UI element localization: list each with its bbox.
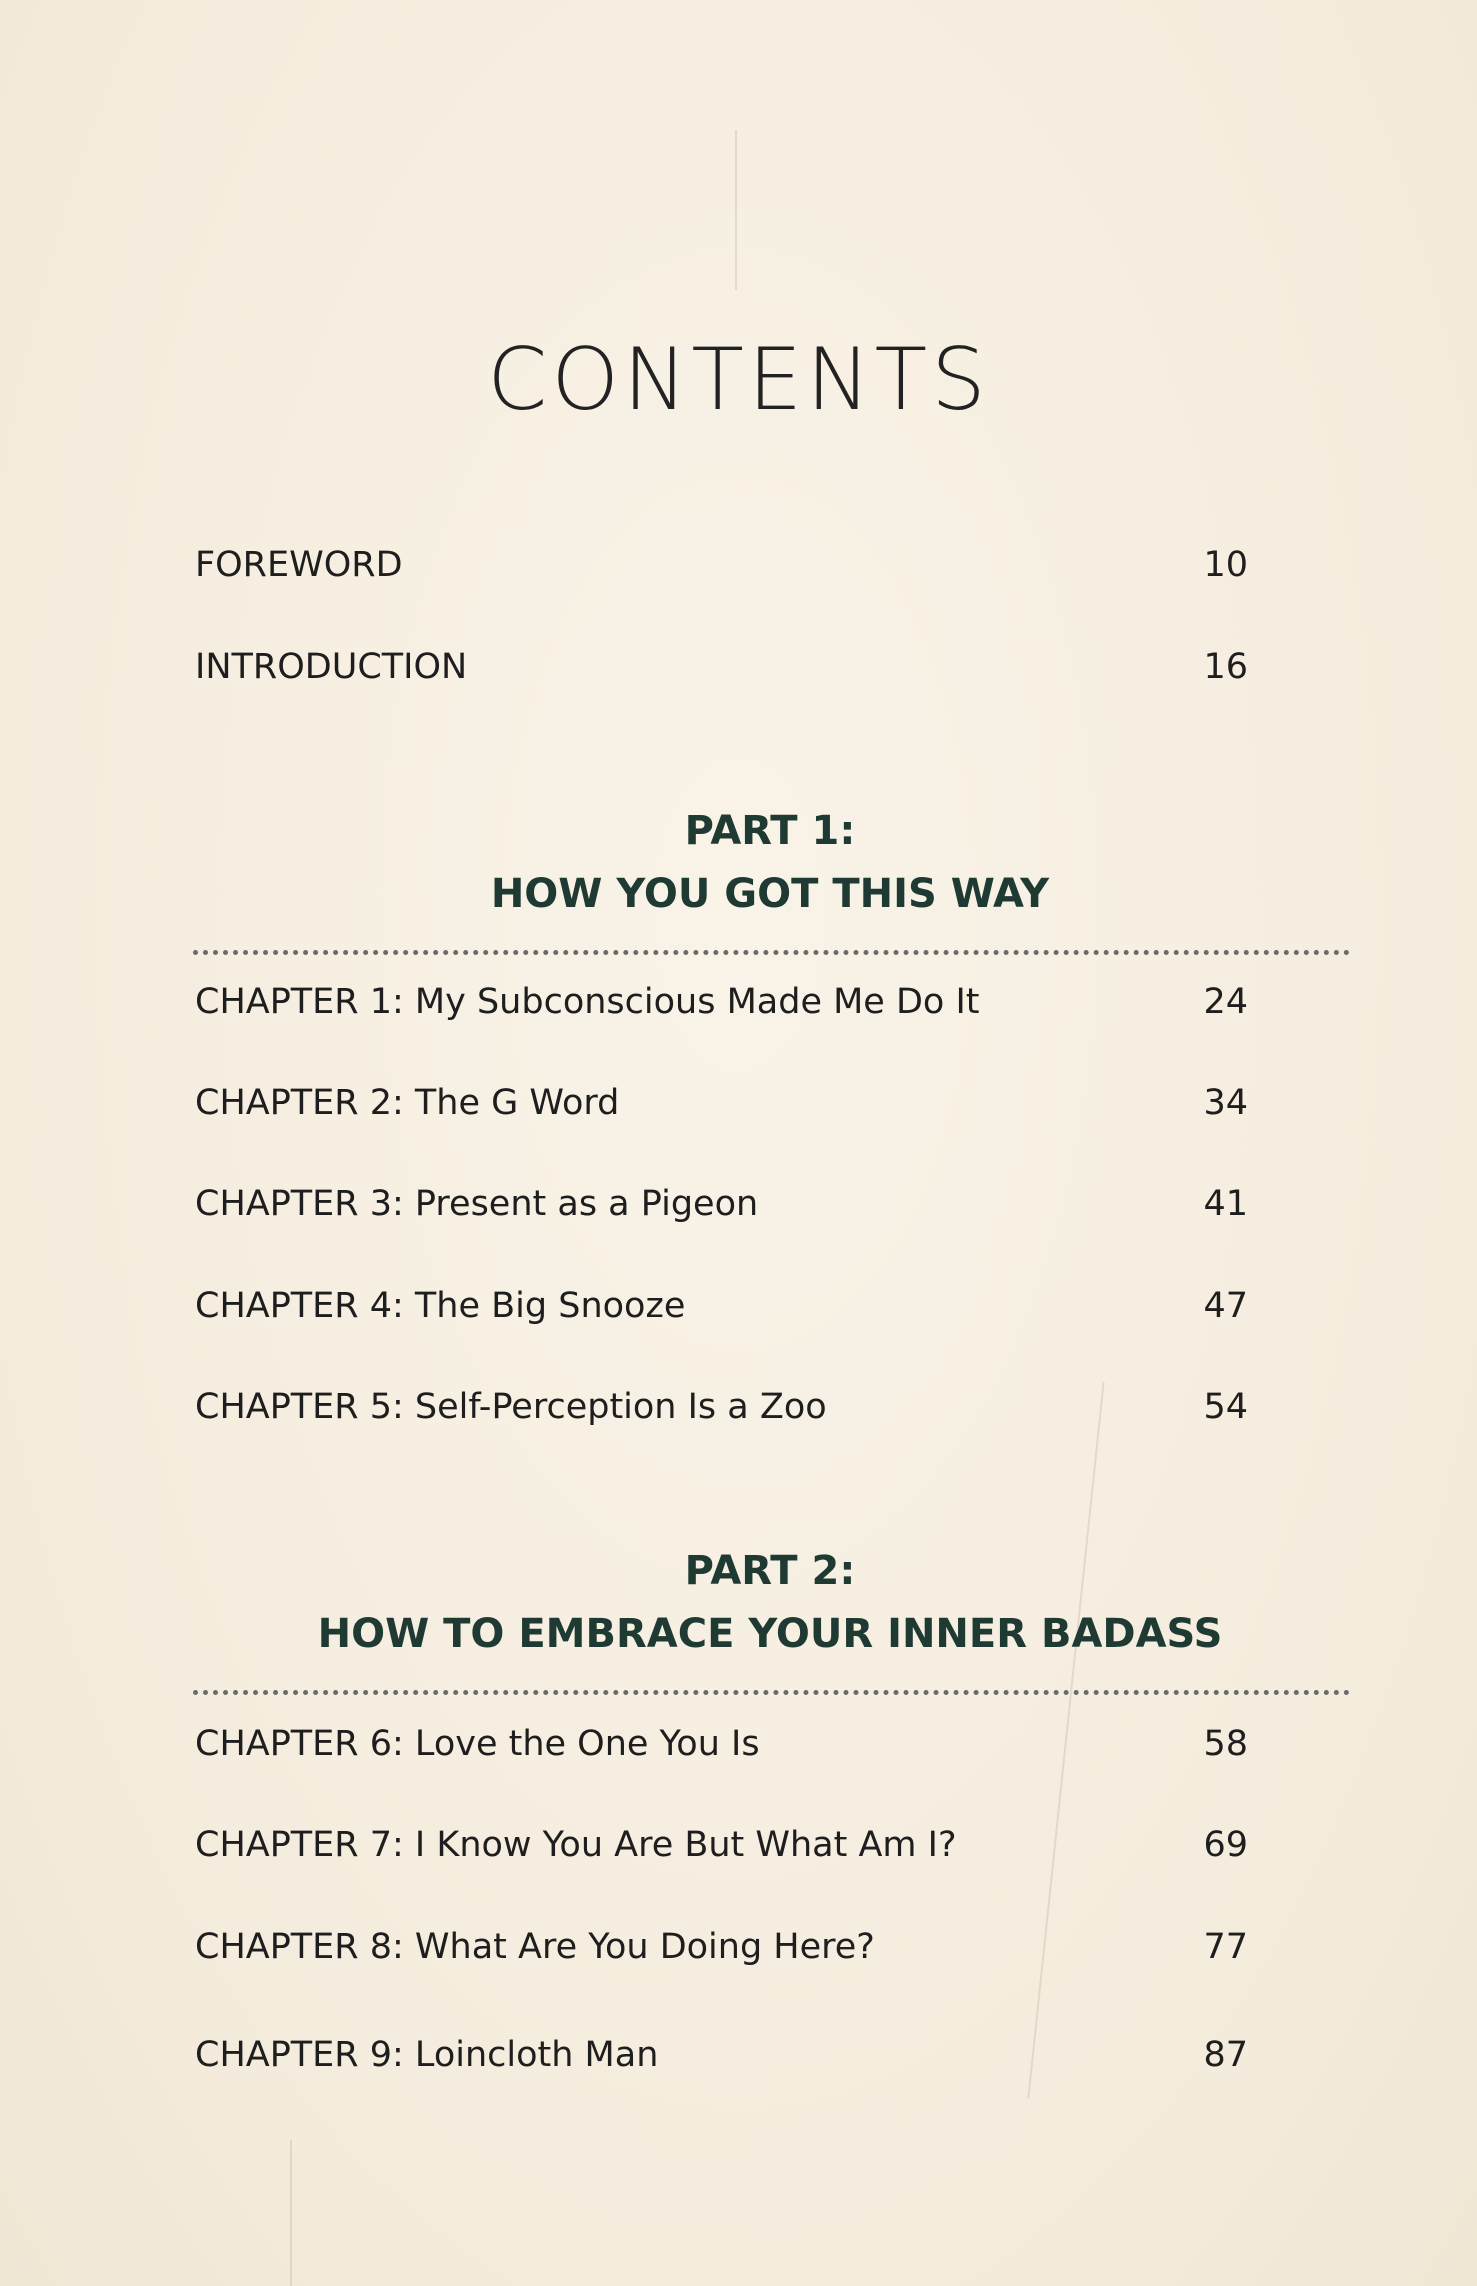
toc-entry-label: CHAPTER 6: Love the One You Is	[195, 1724, 760, 1764]
toc-entry-page: 69	[1203, 1825, 1248, 1865]
toc-entry-chapter-9[interactable]	[195, 2025, 1248, 2085]
toc-entry-chapter-7[interactable]	[195, 1815, 1248, 1875]
toc-entry-label: CHAPTER 3: Present as a Pigeon	[195, 1184, 759, 1224]
part-1-title: HOW YOU GOT THIS WAY	[490, 871, 1050, 917]
toc-entry-page: 34	[1203, 1083, 1248, 1123]
part-1-label: PART 1:	[684, 808, 856, 854]
toc-entry-page: 87	[1203, 2035, 1248, 2075]
toc-entry-chapter-5[interactable]	[195, 1377, 1248, 1437]
toc-entry-chapter-4[interactable]	[195, 1276, 1248, 1336]
toc-entry-chapter-1[interactable]	[195, 972, 1248, 1032]
toc-entry-introduction[interactable]	[195, 637, 1248, 697]
page-title: CONTENTS	[487, 330, 990, 430]
part-1-divider	[193, 950, 1350, 955]
toc-entry-page: 77	[1203, 1927, 1248, 1967]
toc-entry-label: FOREWORD	[195, 545, 403, 585]
toc-entry-label: CHAPTER 5: Self-Perception Is a Zoo	[195, 1387, 827, 1427]
paper-crease	[290, 2140, 292, 2286]
toc-entry-page: 47	[1203, 1286, 1248, 1326]
toc-entry-page: 54	[1203, 1387, 1248, 1427]
toc-entry-chapter-8[interactable]	[195, 1917, 1248, 1977]
toc-entry-label: CHAPTER 1: My Subconscious Made Me Do It	[195, 982, 980, 1022]
toc-entry-page: 10	[1203, 545, 1248, 585]
part-2-title: HOW TO EMBRACE YOUR INNER BADASS	[317, 1611, 1223, 1657]
toc-entry-page: 58	[1203, 1724, 1248, 1764]
toc-entry-page: 16	[1203, 647, 1248, 687]
toc-entry-foreword[interactable]	[195, 535, 1248, 595]
toc-entry-label: INTRODUCTION	[195, 647, 468, 687]
toc-entry-chapter-3[interactable]	[195, 1174, 1248, 1234]
part-2-divider	[193, 1690, 1350, 1695]
part-2-label: PART 2:	[684, 1548, 856, 1594]
toc-entry-label: CHAPTER 7: I Know You Are But What Am I?	[195, 1825, 957, 1865]
toc-entry-chapter-6[interactable]	[195, 1714, 1248, 1774]
toc-entry-page: 41	[1203, 1184, 1248, 1224]
toc-entry-page: 24	[1203, 982, 1248, 1022]
toc-entry-label: CHAPTER 4: The Big Snooze	[195, 1286, 686, 1326]
toc-entry-chapter-2[interactable]	[195, 1073, 1248, 1133]
toc-entry-label: CHAPTER 8: What Are You Doing Here?	[195, 1927, 875, 1967]
toc-entry-label: CHAPTER 9: Loincloth Man	[195, 2035, 659, 2075]
toc-entry-label: CHAPTER 2: The G Word	[195, 1083, 620, 1123]
paper-crease	[735, 130, 737, 290]
